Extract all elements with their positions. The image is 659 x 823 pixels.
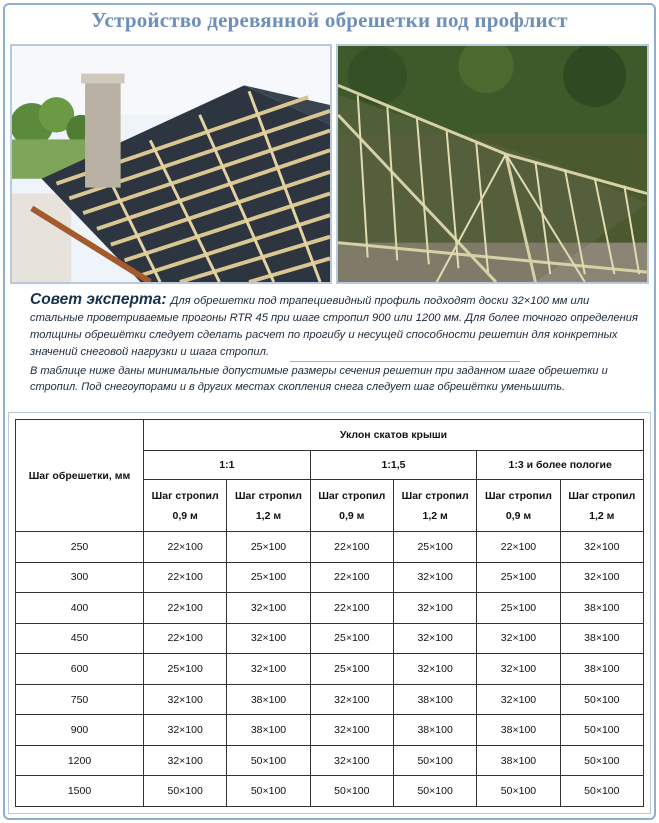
section-cell: 50×100 (560, 745, 643, 776)
section-cell: 32×100 (560, 562, 643, 593)
rafter-step-value: 1,2 м (589, 509, 615, 522)
slope-header: 1:1 (144, 451, 311, 480)
section-cell: 25×100 (477, 593, 560, 624)
section-cell: 50×100 (227, 745, 310, 776)
rafter-step-header (560, 480, 643, 532)
table-row (16, 745, 644, 776)
rafter-step-label: Шаг стропил (568, 489, 636, 502)
section-cell: 50×100 (477, 776, 560, 807)
table-row (16, 654, 644, 685)
section-cell: 32×100 (393, 593, 476, 624)
advice-lead: Совет эксперта: (30, 291, 167, 308)
rafter-step-header (310, 480, 393, 532)
section-cell: 32×100 (144, 745, 227, 776)
section-cell: 25×100 (144, 654, 227, 685)
rafter-step-label: Шаг стропил (318, 489, 386, 502)
section-cell: 32×100 (310, 745, 393, 776)
table-row (16, 532, 644, 563)
section-cell: 32×100 (393, 654, 476, 685)
section-cell: 38×100 (560, 654, 643, 685)
batten-step-cell: 1500 (16, 776, 144, 807)
section-cell: 22×100 (310, 593, 393, 624)
section-cell: 25×100 (227, 532, 310, 563)
table-row (16, 776, 644, 807)
rafter-step-label: Шаг стропил (235, 489, 302, 502)
photo-roof-frame (336, 44, 649, 284)
section-cell: 50×100 (560, 684, 643, 715)
rafter-step-header (227, 480, 310, 532)
section-cell: 25×100 (310, 654, 393, 685)
section-cell: 32×100 (477, 654, 560, 685)
page-title: Устройство деревянной обрешетки под профлист (91, 8, 568, 32)
section-cell: 25×100 (393, 532, 476, 563)
section-cell: 32×100 (144, 684, 227, 715)
batten-step-cell: 250 (16, 532, 144, 563)
batten-step-cell: 600 (16, 654, 144, 685)
section-cell: 38×100 (477, 745, 560, 776)
slope-header: 1:3 и более пологие (477, 451, 644, 480)
rafter-step-value: 0,9 м (172, 509, 198, 522)
section-cell: 38×100 (560, 593, 643, 624)
table-row (16, 562, 644, 593)
section-cell: 38×100 (227, 715, 310, 746)
section-cell: 32×100 (393, 623, 476, 654)
section-cell: 32×100 (227, 654, 310, 685)
rafter-step-label: Шаг стропил (401, 489, 469, 502)
section-cell: 50×100 (560, 776, 643, 807)
table-row (16, 623, 644, 654)
section-cell: 50×100 (393, 745, 476, 776)
table-row (16, 593, 644, 624)
section-cell: 22×100 (310, 562, 393, 593)
rafter-step-header (144, 480, 227, 532)
section-cell: 22×100 (144, 623, 227, 654)
section-cell: 32×100 (477, 623, 560, 654)
batten-step-cell: 900 (16, 715, 144, 746)
section-cell: 50×100 (144, 776, 227, 807)
roof-frame-illustration (338, 46, 647, 282)
section-cell: 50×100 (227, 776, 310, 807)
section-cell: 38×100 (393, 684, 476, 715)
section-cell: 25×100 (310, 623, 393, 654)
table-note: В таблице ниже даны минимальные допустимые размеры сечения решетин при заданном шаге обрешетки и стропил. Под снегоупорами и в других местах скопления снега следует шаг обрешётки уменьшить. (30, 365, 608, 393)
section-cell: 38×100 (477, 715, 560, 746)
table-row (16, 684, 644, 715)
section-cell: 32×100 (144, 715, 227, 746)
batten-step-cell: 400 (16, 593, 144, 624)
section-cell: 22×100 (477, 532, 560, 563)
batten-step-cell: 1200 (16, 745, 144, 776)
section-cell: 32×100 (477, 684, 560, 715)
batten-table (15, 419, 644, 807)
rafter-step-value: 0,9 м (505, 509, 532, 522)
section-cell: 32×100 (227, 593, 310, 624)
batten-step-cell: 300 (16, 562, 144, 593)
section-cell: 32×100 (227, 623, 310, 654)
advice-text: Для обрешетки под трапециевидный профиль подходят доски 32×100 мм или стальные проветриваемые прогоны RTR 45 при шаге стропил 900 или 1200 мм. Для более точного определения толщины обрешётки следует сделать расчет по прогибу и несущей способности решетин для конкретных значений снеговой нагрузки и шага стропил. (30, 295, 638, 358)
rafter-step-label: Шаг стропил (151, 489, 219, 502)
section-cell: 32×100 (310, 715, 393, 746)
section-cell: 38×100 (227, 684, 310, 715)
rafter-step-header (477, 480, 560, 532)
batten-table-wrapper (8, 412, 651, 814)
section-cell: 38×100 (560, 623, 643, 654)
section-cell: 32×100 (310, 684, 393, 715)
section-cell: 32×100 (560, 532, 643, 563)
section-cell: 50×100 (560, 715, 643, 746)
expert-advice (30, 291, 640, 361)
section-cell: 25×100 (227, 562, 310, 593)
roof-battens-illustration (12, 46, 330, 282)
rafter-step-value: 1,2 м (422, 509, 448, 522)
section-cell: 22×100 (144, 593, 227, 624)
photo-roof-battens (10, 44, 332, 284)
rafter-step-label: Шаг стропил (484, 489, 552, 502)
section-cell: 22×100 (310, 532, 393, 563)
section-cell: 22×100 (144, 532, 227, 563)
rafter-step-header (393, 480, 476, 532)
table-row (16, 715, 644, 746)
row-header: Шаг обрешетки, мм (16, 420, 144, 532)
section-cell: 38×100 (393, 715, 476, 746)
rafter-step-value: 1,2 м (255, 509, 282, 522)
section-cell: 50×100 (310, 776, 393, 807)
section-cell: 32×100 (393, 562, 476, 593)
batten-step-cell: 450 (16, 623, 144, 654)
section-cell: 22×100 (144, 562, 227, 593)
section-cell: 25×100 (477, 562, 560, 593)
rafter-step-value: 0,9 м (339, 509, 365, 522)
batten-step-cell: 750 (16, 684, 144, 715)
slope-header: 1:1,5 (310, 451, 477, 480)
group-header: Уклон скатов крыши (144, 420, 644, 451)
section-cell: 50×100 (393, 776, 476, 807)
divider (290, 361, 520, 362)
